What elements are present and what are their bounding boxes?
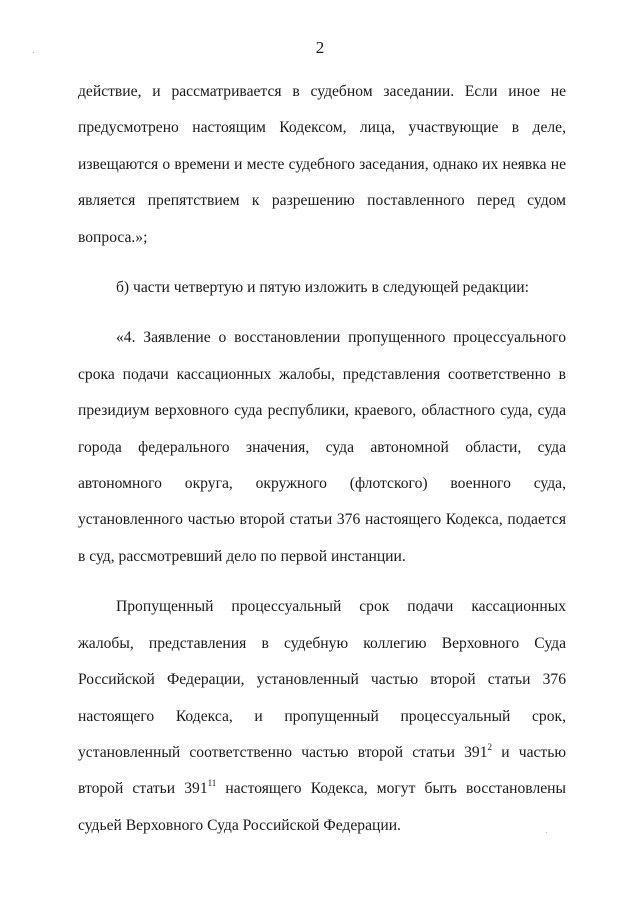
superscript-11: 11 — [207, 778, 217, 789]
paragraph-amendment-b: б) части четвертую и пятую изложить в следующей редакции: — [116, 279, 529, 297]
page-number: 2 — [315, 38, 325, 57]
paragraph-missed-deadline — [78, 589, 566, 844]
scan-speck — [546, 832, 547, 833]
document-body — [78, 74, 566, 844]
paragraph-text-part1: Пропущенный процессуальный срок подачи кассационных жалобы, представления в судебную коллегию Верховного Суда Российской Федерации, установленный частью второй статьи 376 настоящего Кодекса, и пропущенный процессуальный срок, установленный соответственно частью второй статьи 391 — [78, 598, 566, 761]
paragraph-text-part3: настоящего Кодекса, могут быть восстановлены судьей Верховного Суда Российской Федерации. — [78, 780, 566, 834]
paragraph-text-part2: и частью второй статьи 391 — [78, 743, 566, 798]
paragraph-continuation: действие, и рассматривается в судебном заседании. Если иное не предусмотрено настоящим Кодексом, лица, участвующие в деле, извещаются о времени и месте судебного заседания, однако их неявка не является препятствием к разрешению поставленного перед судом вопроса.»; — [78, 83, 566, 246]
paragraph-clause-4: «4. Заявление о восстановлении пропущенного процессуального срока подачи кассационных жалобы, представления соответственно в президиум верховного суда республики, краевого, областного суда, суда города федерального значения, суда автономной области, суда автономного округа, окружного (флотского) военного суда, установленного частью второй статьи 376 настоящего Кодекса, подается в суд, рассмотревший дело по первой инстанции. — [78, 329, 566, 565]
scan-speck — [33, 52, 34, 53]
superscript-2: 2 — [487, 741, 493, 752]
